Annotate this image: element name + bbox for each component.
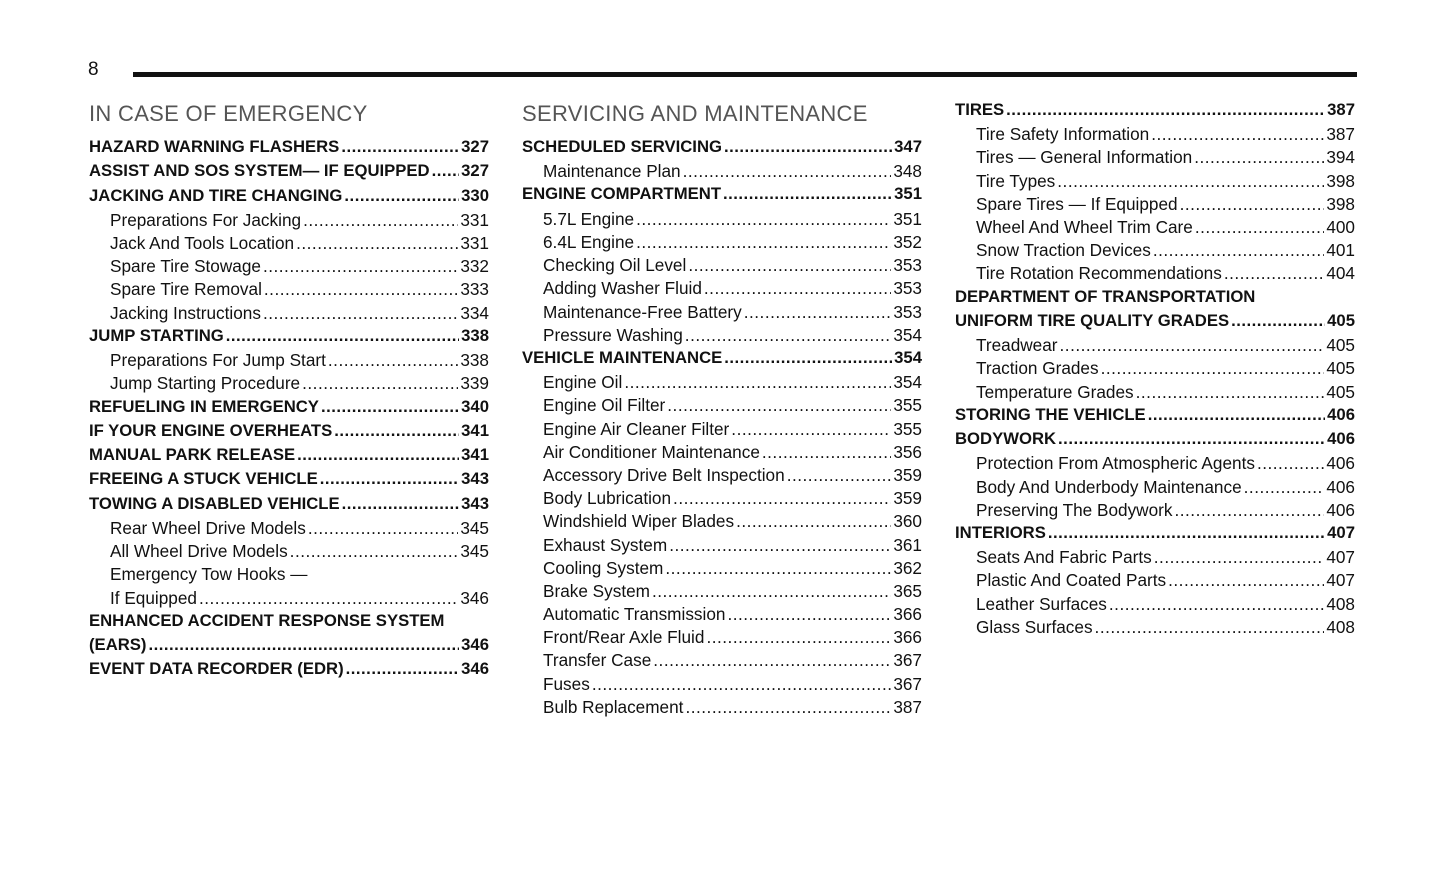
page-ref: 394 — [1326, 147, 1355, 168]
dot-leader — [263, 303, 458, 324]
page-ref: 406 — [1326, 476, 1355, 497]
page-ref: 338 — [460, 350, 489, 371]
page-ref: 348 — [893, 161, 922, 182]
dot-leader — [669, 535, 891, 556]
dot-leader — [432, 161, 460, 181]
toc-subentry[interactable] — [522, 255, 922, 278]
dot-leader — [731, 419, 891, 440]
toc-heading-entry[interactable] — [89, 494, 489, 518]
dot-leader — [1168, 570, 1324, 591]
entry-label: Rear Wheel Drive Models — [110, 517, 306, 538]
dot-leader — [1148, 405, 1325, 425]
toc-subentry[interactable] — [522, 488, 922, 511]
page-ref: 352 — [893, 231, 922, 252]
page-ref: 331 — [460, 209, 489, 230]
toc-subentry[interactable] — [955, 171, 1355, 194]
dot-leader — [1194, 147, 1324, 168]
dot-leader — [264, 279, 458, 300]
dot-leader — [724, 348, 892, 368]
entry-label: INTERIORS — [955, 522, 1046, 542]
toc-subentry[interactable] — [955, 570, 1355, 593]
dot-leader — [787, 465, 892, 486]
dot-leader — [328, 350, 458, 371]
toc-subentry[interactable] — [89, 279, 489, 302]
dot-leader — [636, 209, 891, 230]
toc-heading-line[interactable]: ENHANCED ACCIDENT RESPONSE SYSTEM — [89, 610, 445, 630]
dot-leader — [704, 278, 891, 299]
page-ref: 405 — [1326, 358, 1355, 379]
page-ref: 356 — [893, 441, 922, 462]
dot-leader — [667, 395, 891, 416]
entry-label: Wheel And Wheel Trim Care — [976, 217, 1193, 238]
toc-subentry[interactable] — [522, 278, 922, 301]
toc-heading-entry[interactable] — [522, 348, 922, 372]
toc-subentry[interactable] — [955, 594, 1355, 617]
entry-label: Body And Underbody Maintenance — [976, 476, 1242, 497]
dot-leader — [592, 674, 892, 695]
entry-label: IF YOUR ENGINE OVERHEATS — [89, 420, 333, 440]
dot-leader — [1006, 100, 1325, 120]
entry-label: Transfer Case — [543, 650, 652, 671]
page-ref: 334 — [460, 302, 489, 323]
page-ref: 353 — [893, 301, 922, 322]
toc-subentry[interactable] — [522, 697, 922, 720]
entry-label: TIRES — [955, 100, 1005, 119]
page-ref: 408 — [1326, 616, 1355, 637]
page-ref: 346 — [461, 635, 489, 655]
toc-subentry[interactable] — [522, 535, 922, 558]
page-ref: 407 — [1326, 547, 1355, 568]
toc-subentry[interactable] — [89, 256, 489, 279]
dot-leader — [1057, 171, 1324, 192]
page-ref: 367 — [893, 650, 922, 671]
dot-leader — [1195, 217, 1324, 238]
toc-column-servicing — [522, 100, 922, 720]
entry-label: Body Lubrication — [543, 488, 672, 509]
dot-leader — [685, 697, 891, 718]
entry-label: Exhaust System — [543, 534, 668, 555]
toc-heading-entry[interactable] — [522, 184, 922, 208]
page-ref: 359 — [893, 488, 922, 509]
entry-label: 5.7L Engine — [543, 208, 635, 229]
dot-leader — [1136, 382, 1325, 403]
dot-leader — [727, 604, 891, 625]
page-ref: 340 — [461, 396, 489, 416]
dot-leader — [1058, 429, 1325, 449]
header-rule — [133, 72, 1357, 77]
entry-label: EVENT DATA RECORDER (EDR) — [89, 659, 344, 679]
entry-label: Air Conditioner Maintenance — [543, 441, 760, 462]
section-title: IN CASE OF EMERGENCY — [89, 101, 368, 126]
dot-leader — [1109, 594, 1324, 615]
dot-leader — [226, 326, 459, 346]
entry-label: UNIFORM TIRE QUALITY GRADES — [955, 310, 1230, 330]
dot-leader — [1101, 358, 1325, 379]
page-ref: 353 — [893, 255, 922, 276]
page-ref: 387 — [893, 696, 922, 717]
toc-subentry[interactable] — [522, 511, 922, 534]
dot-leader — [683, 161, 892, 182]
toc-subentry-line[interactable]: Emergency Tow Hooks — — [110, 564, 308, 585]
entry-label: Protection From Atmospheric Agents — [976, 453, 1255, 474]
dot-leader — [342, 494, 460, 514]
entry-label: JUMP STARTING — [89, 325, 224, 345]
toc-heading-entry[interactable] — [89, 421, 489, 445]
dot-leader — [263, 256, 458, 277]
dot-leader — [1174, 500, 1324, 521]
dot-leader — [148, 635, 459, 655]
toc-subentry[interactable] — [522, 372, 922, 395]
dot-leader — [653, 650, 891, 671]
entry-label: Temperature Grades — [976, 381, 1134, 402]
toc-column-tires — [955, 100, 1355, 640]
dot-leader — [652, 581, 891, 602]
entry-label: JACKING AND TIRE CHANGING — [89, 185, 343, 205]
page-ref: 366 — [893, 627, 922, 648]
dot-leader — [636, 232, 891, 253]
entry-label: MANUAL PARK RELEASE — [89, 445, 296, 465]
dot-leader — [344, 186, 459, 206]
entry-label: HAZARD WARNING FLASHERS — [89, 137, 340, 156]
page-ref: 365 — [893, 580, 922, 601]
entry-label: Accessory Drive Belt Inspection — [543, 464, 785, 485]
entry-label: Plastic And Coated Parts — [976, 570, 1167, 591]
page-ref: 346 — [461, 659, 489, 679]
page-ref: 355 — [893, 418, 922, 439]
page-ref: 345 — [460, 517, 489, 538]
toc-subentry[interactable] — [89, 303, 489, 326]
toc-subentry[interactable] — [89, 210, 489, 233]
entry-label: Maintenance-Free Battery — [543, 301, 742, 322]
page-ref: 338 — [461, 325, 489, 345]
toc-subentry[interactable] — [955, 335, 1355, 358]
dot-leader — [308, 518, 459, 539]
page-ref: 341 — [461, 445, 489, 465]
entry-label: Front/Rear Axle Fluid — [543, 627, 705, 648]
page-ref: 332 — [460, 256, 489, 277]
entry-label: (EARS) — [89, 635, 147, 655]
page-ref: 354 — [894, 347, 922, 367]
dot-leader — [1257, 453, 1324, 474]
page-ref: 354 — [893, 372, 922, 393]
page-ref: 406 — [1326, 499, 1355, 520]
page-ref: 346 — [460, 587, 489, 608]
entry-label: Preparations For Jump Start — [110, 350, 326, 371]
entry-label: Jacking Instructions — [110, 302, 261, 323]
entry-label: Seats And Fabric Parts — [976, 547, 1152, 568]
entry-label: Fuses — [543, 673, 590, 694]
page-ref: 353 — [893, 278, 922, 299]
entry-label: REFUELING IN EMERGENCY — [89, 396, 319, 416]
dot-leader — [685, 325, 892, 346]
toc-heading-entry[interactable] — [89, 659, 489, 683]
toc-heading-entry[interactable] — [89, 397, 489, 421]
entry-label: Leather Surfaces — [976, 593, 1107, 614]
page-ref: 355 — [893, 395, 922, 416]
toc-subentry[interactable] — [955, 358, 1355, 381]
entry-label: Tire Safety Information — [976, 124, 1150, 145]
toc-heading-entry[interactable] — [89, 161, 489, 185]
page-ref: 343 — [461, 493, 489, 513]
entry-label: Cooling System — [543, 557, 664, 578]
dot-leader — [624, 372, 891, 393]
entry-label: Engine Oil — [543, 372, 623, 393]
dot-leader — [1231, 311, 1325, 331]
toc-subentry[interactable] — [955, 547, 1355, 570]
dot-leader — [199, 588, 458, 609]
entry-label: Spare Tires — If Equipped — [976, 193, 1178, 214]
entry-label: Jack And Tools Location — [110, 233, 295, 254]
page-ref: 406 — [1327, 404, 1355, 424]
entry-label: Traction Grades — [976, 358, 1099, 379]
dot-leader — [1180, 194, 1325, 215]
section-title: SERVICING AND MAINTENANCE — [522, 101, 868, 126]
toc-subentry[interactable] — [89, 350, 489, 373]
page-ref: 387 — [1327, 100, 1355, 119]
entry-label: TOWING A DISABLED VEHICLE — [89, 493, 340, 513]
page-ref: 347 — [894, 137, 922, 156]
toc-subentry[interactable] — [955, 217, 1355, 240]
page-ref: 400 — [1326, 217, 1355, 238]
entry-label: 6.4L Engine — [543, 231, 635, 252]
page-ref: 405 — [1326, 335, 1355, 356]
toc-subentry[interactable] — [522, 627, 922, 650]
toc-subentry[interactable] — [89, 588, 489, 611]
entry-label: Preserving The Bodywork — [976, 499, 1173, 520]
page-ref: 366 — [893, 604, 922, 625]
page-ref: 333 — [460, 279, 489, 300]
entry-label: FREEING A STUCK VEHICLE — [89, 469, 318, 489]
page-ref: 351 — [894, 184, 922, 204]
page-ref: 401 — [1326, 240, 1355, 261]
entry-label: BODYWORK — [955, 429, 1057, 449]
dot-leader — [1048, 523, 1325, 543]
page-ref: 407 — [1327, 522, 1355, 542]
page-ref: 361 — [893, 534, 922, 555]
toc-subentry[interactable] — [89, 373, 489, 396]
dot-leader — [1095, 617, 1325, 638]
page-ref: 362 — [893, 557, 922, 578]
toc-heading-entry[interactable] — [522, 137, 922, 161]
dot-leader — [1151, 124, 1324, 145]
dot-leader — [762, 442, 891, 463]
toc-subentry[interactable] — [955, 617, 1355, 640]
toc-subentry[interactable] — [955, 477, 1355, 500]
toc-heading-entry[interactable] — [955, 405, 1355, 429]
dot-leader — [744, 302, 892, 323]
toc-heading-entry[interactable] — [955, 100, 1355, 124]
toc-subentry[interactable] — [522, 674, 922, 697]
toc-heading-entry[interactable] — [89, 469, 489, 493]
toc-subentry[interactable] — [522, 161, 922, 184]
entry-label: Snow Traction Devices — [976, 240, 1151, 261]
dot-leader — [1244, 477, 1325, 498]
toc-subentry[interactable] — [522, 465, 922, 488]
entry-label: Pressure Washing — [543, 324, 683, 345]
page-ref: 331 — [460, 233, 489, 254]
entry-label: Tires — General Information — [976, 147, 1193, 168]
page-ref: 345 — [460, 541, 489, 562]
page-ref: 398 — [1326, 170, 1355, 191]
toc-heading-entry[interactable] — [89, 137, 489, 161]
page-ref: 351 — [893, 208, 922, 229]
page-ref: 387 — [1326, 124, 1355, 145]
page-ref: 343 — [461, 469, 489, 489]
toc-subentry[interactable] — [522, 209, 922, 232]
dot-leader — [297, 445, 459, 465]
dot-leader — [1153, 240, 1325, 261]
entry-label: All Wheel Drive Models — [110, 541, 288, 562]
toc-subentry[interactable] — [955, 263, 1355, 286]
dot-leader — [290, 541, 459, 562]
entry-label: Tire Rotation Recommendations — [976, 263, 1222, 284]
page-ref: 359 — [893, 464, 922, 485]
page-ref: 398 — [1326, 193, 1355, 214]
toc-subentry[interactable] — [89, 541, 489, 564]
page-ref: 327 — [461, 137, 489, 156]
page-ref: 367 — [893, 673, 922, 694]
toc-subentry[interactable] — [955, 124, 1355, 147]
toc-subentry[interactable] — [89, 233, 489, 256]
page-number: 8 — [88, 59, 99, 80]
page-ref: 405 — [1326, 381, 1355, 402]
page-ref: 406 — [1327, 429, 1355, 449]
dot-leader — [688, 255, 891, 276]
entry-label: Glass Surfaces — [976, 616, 1093, 637]
dot-leader — [1060, 335, 1325, 356]
entry-label: Automatic Transmission — [543, 604, 726, 625]
page-ref: 330 — [461, 185, 489, 205]
page-ref: 405 — [1327, 310, 1355, 330]
dot-leader — [724, 137, 892, 157]
toc-subentry[interactable] — [955, 382, 1355, 405]
entry-label: Spare Tire Stowage — [110, 256, 261, 277]
entry-label: Preparations For Jacking — [110, 209, 302, 230]
toc-subentry[interactable] — [955, 240, 1355, 263]
dot-leader — [341, 137, 459, 157]
entry-label: ASSIST AND SOS SYSTEM— IF EQUIPPED — [89, 161, 430, 181]
entry-label: Engine Air Cleaner Filter — [543, 418, 730, 439]
entry-label: Treadwear — [976, 335, 1058, 356]
entry-label: Maintenance Plan — [543, 161, 681, 182]
toc-subentry[interactable] — [522, 581, 922, 604]
toc-subentry[interactable] — [522, 325, 922, 348]
dot-leader — [1224, 263, 1324, 284]
entry-label: Bulb Replacement — [543, 696, 684, 717]
toc-heading-entry[interactable] — [955, 429, 1355, 453]
page-ref: 341 — [461, 420, 489, 440]
toc-subentry[interactable] — [955, 500, 1355, 523]
toc-heading-entry[interactable] — [89, 445, 489, 469]
toc-subentry[interactable] — [522, 650, 922, 673]
dot-leader — [321, 397, 459, 417]
dot-leader — [723, 184, 892, 204]
toc-heading-entry[interactable] — [89, 326, 489, 350]
toc-heading-entry[interactable] — [955, 311, 1355, 335]
dot-leader — [706, 627, 891, 648]
dot-leader — [665, 558, 891, 579]
page-ref: 406 — [1326, 453, 1355, 474]
toc-subentry[interactable] — [522, 558, 922, 581]
page-ref: 404 — [1326, 263, 1355, 284]
toc-subentry[interactable] — [955, 147, 1355, 170]
entry-label: Engine Oil Filter — [543, 395, 666, 416]
entry-label: STORING THE VEHICLE — [955, 404, 1146, 424]
toc-heading-line[interactable]: DEPARTMENT OF TRANSPORTATION — [955, 286, 1256, 306]
entry-label: Jump Starting Procedure — [110, 373, 301, 394]
toc-subentry[interactable] — [522, 232, 922, 255]
entry-label: ENGINE COMPARTMENT — [522, 184, 722, 204]
toc-subentry[interactable] — [955, 194, 1355, 217]
dot-leader — [1154, 547, 1325, 568]
page-ref: 327 — [461, 161, 489, 181]
toc-subentry[interactable] — [522, 395, 922, 418]
entry-label: SCHEDULED SERVICING — [522, 137, 722, 156]
entry-label: Checking Oil Level — [543, 255, 687, 276]
entry-label: Spare Tire Removal — [110, 279, 262, 300]
page-ref: 354 — [893, 324, 922, 345]
toc-heading-entry[interactable] — [89, 186, 489, 210]
toc-subentry[interactable] — [89, 518, 489, 541]
entry-label: Adding Washer Fluid — [543, 278, 702, 299]
toc-subentry[interactable] — [522, 442, 922, 465]
page-ref: 339 — [460, 373, 489, 394]
toc-subentry[interactable] — [522, 604, 922, 627]
toc-subentry[interactable] — [955, 453, 1355, 476]
dot-leader — [320, 469, 459, 489]
entry-label: If Equipped — [110, 587, 197, 608]
toc-column-emergency — [89, 100, 489, 684]
entry-label: Tire Types — [976, 170, 1056, 191]
dot-leader — [673, 488, 891, 509]
toc-subentry[interactable] — [522, 419, 922, 442]
dot-leader — [346, 659, 460, 679]
page-ref: 407 — [1326, 570, 1355, 591]
dot-leader — [303, 210, 458, 231]
entry-label: Windshield Wiper Blades — [543, 511, 735, 532]
dot-leader — [302, 373, 458, 394]
entry-label: VEHICLE MAINTENANCE — [522, 347, 723, 367]
page-ref: 408 — [1326, 593, 1355, 614]
dot-leader — [736, 511, 891, 532]
entry-label: Brake System — [543, 580, 650, 601]
toc-subentry[interactable] — [522, 302, 922, 325]
dot-leader — [296, 233, 458, 254]
page-ref: 360 — [893, 511, 922, 532]
toc-heading-entry[interactable] — [955, 523, 1355, 547]
toc-heading-entry[interactable] — [89, 635, 489, 659]
dot-leader — [334, 421, 459, 441]
